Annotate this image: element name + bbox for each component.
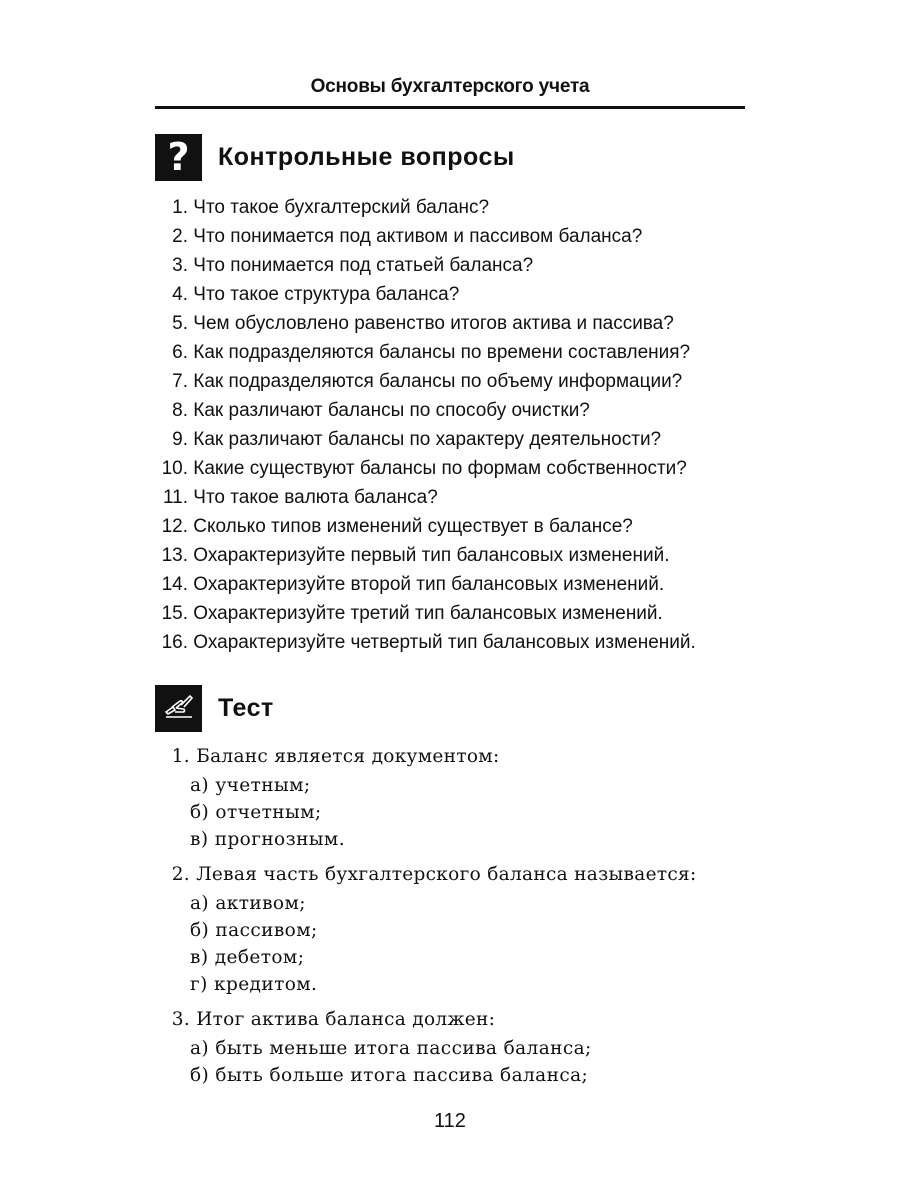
question-text: Охарактеризуйте первый тип балансовых изменений.	[193, 545, 670, 566]
test-item	[160, 859, 697, 998]
question-number: 14.	[161, 574, 188, 595]
question-text: Как подразделяются балансы по времени составления?	[193, 342, 691, 363]
question-item	[155, 367, 696, 396]
test-option: б) быть больше итога пассива баланса;	[190, 1065, 589, 1086]
question-text: Охарактеризуйте второй тип балансовых изменений.	[193, 574, 665, 595]
test-question-number: 1.	[171, 746, 190, 767]
test-question-text: Итог актива баланса должен:	[196, 1009, 496, 1030]
question-text: Что понимается под активом и пассивом баланса?	[193, 226, 643, 247]
questions-list	[155, 193, 696, 657]
question-item	[155, 454, 696, 483]
test-question-text: Левая часть бухгалтерского баланса называется:	[196, 864, 697, 885]
question-number: 6.	[172, 342, 188, 363]
test-item	[160, 741, 697, 853]
question-number: 13.	[161, 545, 188, 566]
control-questions-title: Контрольные вопросы	[218, 142, 515, 171]
test-option: а) быть меньше итога пассива баланса;	[190, 1038, 592, 1059]
page-number: 112	[434, 1110, 466, 1132]
test-question-number: 2.	[171, 864, 190, 885]
question-mark-icon: ?	[155, 134, 202, 181]
question-number: 9.	[172, 429, 188, 450]
test-item	[160, 1004, 697, 1089]
test-option: в) прогнозным.	[190, 829, 346, 850]
test-heading	[155, 684, 274, 732]
test-question-number: 3.	[171, 1009, 190, 1030]
question-text: Как различают балансы по способу очистки?	[193, 400, 590, 421]
test-title: Тест	[218, 693, 274, 722]
question-number: 10.	[161, 458, 188, 479]
control-questions-heading	[155, 133, 515, 181]
question-number: 5.	[172, 313, 188, 334]
question-item	[155, 396, 696, 425]
test-option: б) отчетным;	[190, 802, 322, 823]
question-number: 1.	[172, 197, 188, 218]
header-rule	[155, 106, 745, 109]
question-item	[155, 309, 696, 338]
question-text: Охарактеризуйте третий тип балансовых изменений.	[193, 603, 663, 624]
question-text: Что такое валюта баланса?	[193, 487, 438, 508]
test-option: г) кредитом.	[190, 974, 318, 995]
question-number: 15.	[161, 603, 188, 624]
question-item	[155, 483, 696, 512]
question-number: 8.	[172, 400, 188, 421]
test-question-text: Баланс является документом:	[196, 746, 500, 767]
question-item	[155, 280, 696, 309]
test-question	[160, 859, 697, 890]
question-item	[155, 628, 696, 657]
question-item	[155, 193, 696, 222]
question-item	[155, 222, 696, 251]
running-head: Основы бухгалтерского учета	[310, 76, 590, 97]
question-item	[155, 541, 696, 570]
question-text: Какие существуют балансы по формам собственности?	[193, 458, 687, 479]
test-option: б) пассивом;	[190, 920, 318, 941]
test-option: в) дебетом;	[190, 947, 305, 968]
question-text: Что такое бухгалтерский баланс?	[193, 197, 490, 218]
question-number: 12.	[161, 516, 188, 537]
question-item	[155, 338, 696, 367]
hand-writing-icon	[155, 685, 202, 732]
question-text: Что такое структура баланса?	[193, 284, 460, 305]
question-text: Чем обусловлено равенство итогов актива и пассива?	[193, 313, 674, 334]
question-number: 4.	[172, 284, 188, 305]
question-number: 16.	[161, 632, 188, 653]
question-item	[155, 512, 696, 541]
test-option: а) учетным;	[190, 775, 311, 796]
question-text: Как подразделяются балансы по объему информации?	[193, 371, 683, 392]
test-option: а) активом;	[190, 893, 306, 914]
question-text: Что понимается под статьей баланса?	[193, 255, 534, 276]
question-item	[155, 570, 696, 599]
test-list	[160, 741, 697, 1095]
question-number: 11.	[162, 487, 188, 508]
question-text: Охарактеризуйте четвертый тип балансовых изменений.	[193, 632, 696, 653]
question-item	[155, 251, 696, 280]
question-number: 2.	[172, 226, 188, 247]
question-text: Сколько типов изменений существует в балансе?	[193, 516, 633, 537]
test-question	[160, 741, 697, 772]
question-item	[155, 425, 696, 454]
question-number: 7.	[172, 371, 188, 392]
test-question	[160, 1004, 697, 1035]
question-text: Как различают балансы по характеру деятельности?	[193, 429, 662, 450]
question-number: 3.	[172, 255, 188, 276]
question-item	[155, 599, 696, 628]
